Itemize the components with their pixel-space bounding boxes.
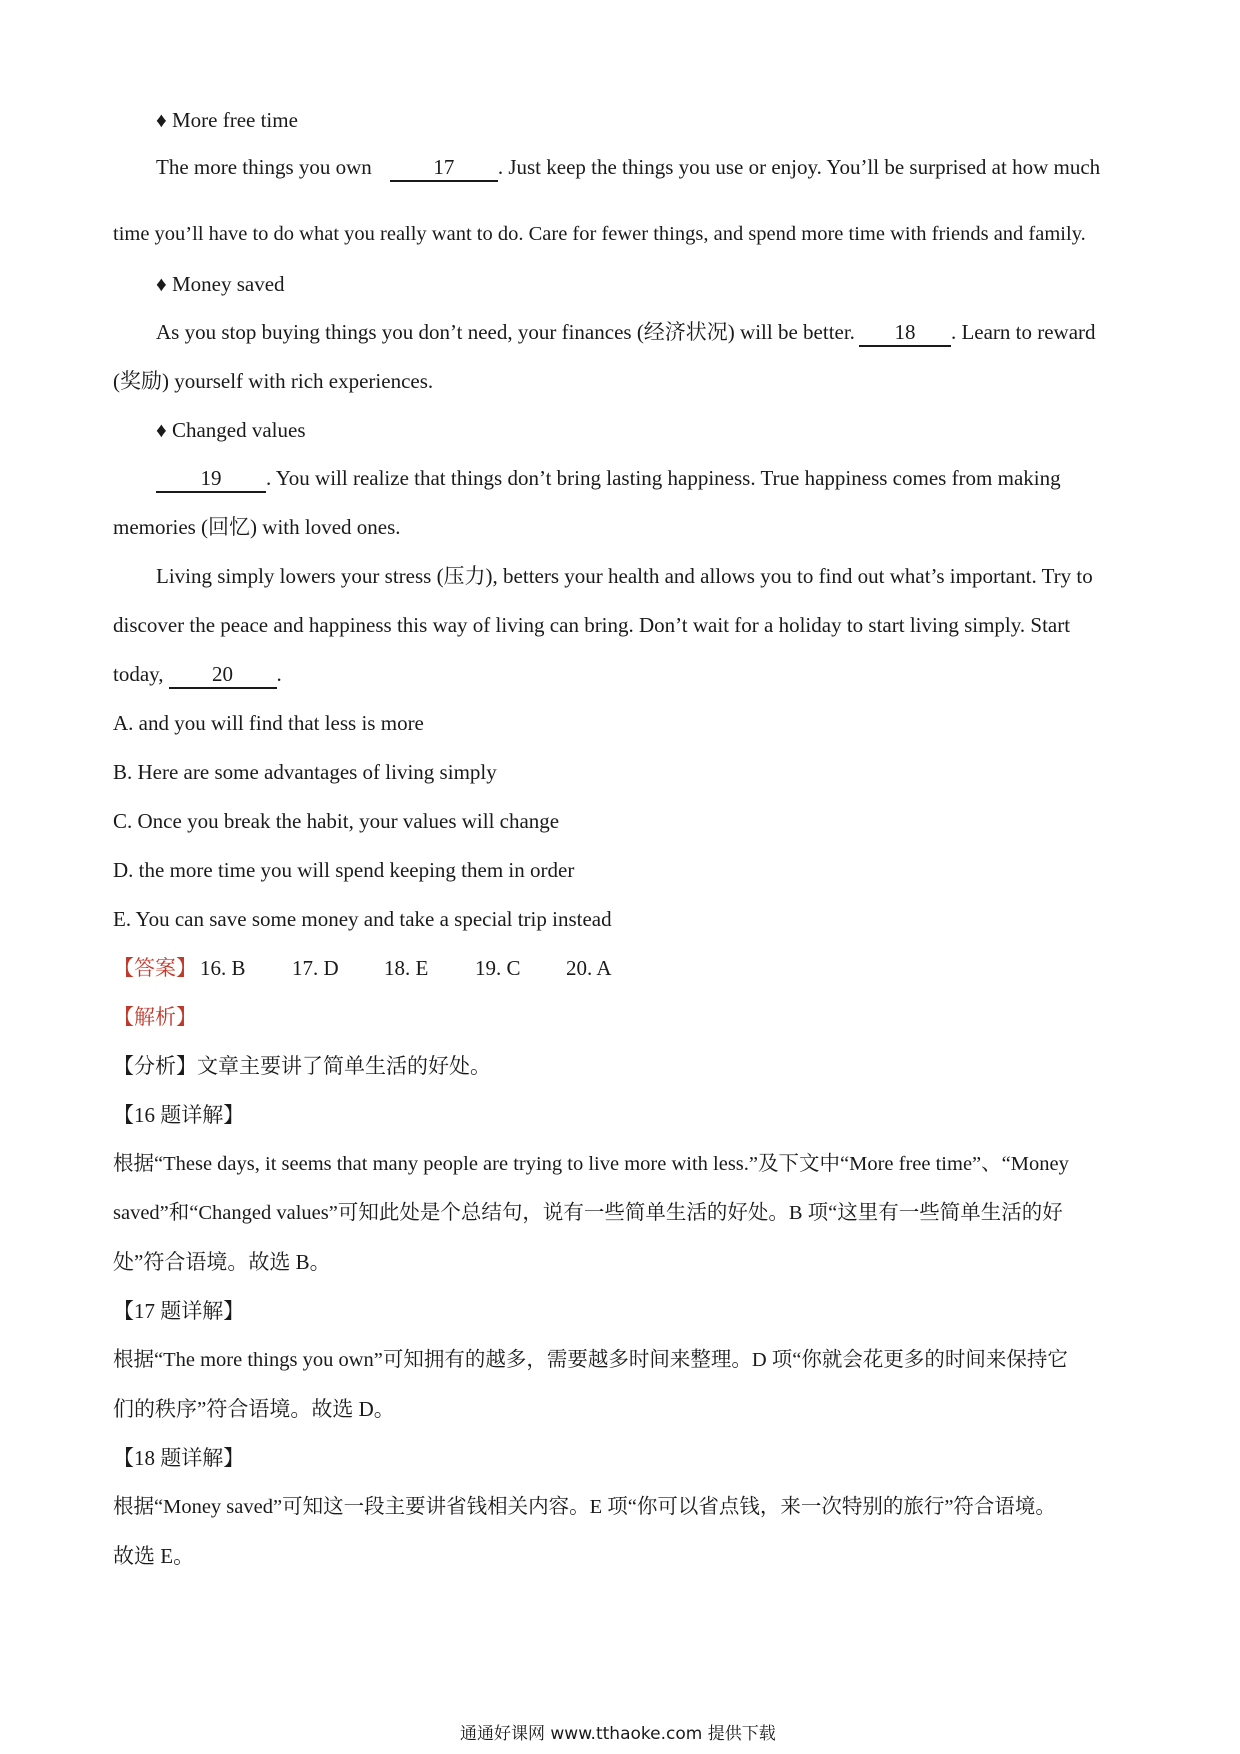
q17-line-2: 们的秩序”符合语境。故选 D。 bbox=[113, 1397, 395, 1421]
blank-19: 19 bbox=[156, 466, 266, 493]
blank-20: 20 bbox=[169, 662, 277, 689]
blank-17: 17 bbox=[390, 155, 498, 182]
heading-changed-values: ♦ Changed values bbox=[156, 418, 306, 442]
heading-money-saved: ♦ Money saved bbox=[156, 272, 285, 296]
closing-line-1: Living simply lowers your stress (压力), betters your health and allows you to find out what’s important. Try to bbox=[156, 564, 1093, 588]
q16-line-1: 根据“These days, it seems that many people are trying to live more with less.”及下文中“More free time”、“Money bbox=[113, 1153, 1069, 1175]
heading-more-free-time: ♦ More free time bbox=[156, 108, 298, 132]
free-time-line-2: time you’ll have to do what you really want to do. Care for fewer things, and spend more time with friends and family. bbox=[113, 223, 1086, 245]
option-d: D. the more time you will spend keeping them in order bbox=[113, 858, 575, 882]
answer-20: 20. A bbox=[566, 956, 612, 980]
analysis-summary: 【分析】文章主要讲了简单生活的好处。 bbox=[113, 1054, 491, 1078]
option-b: B. Here are some advantages of living simply bbox=[113, 760, 497, 784]
money-line-1: As you stop buying things you don’t need, your finances (经济状况) will be better. 18 . Learn to reward bbox=[156, 318, 1096, 347]
q18-line-2: 故选 E。 bbox=[113, 1544, 195, 1568]
q16-line-2: saved”和“Changed values”可知此处是个总结句，说有一些简单生活的好处。B 项“这里有一些简单生活的好 bbox=[113, 1202, 1063, 1224]
money-line-2: (奖励) yourself with rich experiences. bbox=[113, 369, 434, 393]
option-e: E. You can save some money and take a special trip instead bbox=[113, 907, 612, 931]
free-time-line-1: The more things you own 17 . Just keep the things you use or enjoy. You’ll be surprised at how much bbox=[156, 153, 1100, 182]
values-line-2: memories (回忆) with loved ones. bbox=[113, 515, 401, 539]
q16-title: 【16 题详解】 bbox=[113, 1103, 245, 1127]
option-a: A. and you will find that less is more bbox=[113, 711, 424, 735]
answer-row bbox=[113, 954, 197, 982]
blank-18: 18 bbox=[859, 320, 951, 347]
closing-line-3: today, 20 . bbox=[113, 660, 282, 689]
q18-line-1: 根据“Money saved”可知这一段主要讲省钱相关内容。E 项“你可以省点钱，来一次特别的旅行”符合语境。 bbox=[113, 1496, 1056, 1518]
values-line-1: 19 . You will realize that things don’t bring lasting happiness. True happiness comes from making bbox=[156, 464, 1061, 493]
closing-line-2: discover the peace and happiness this way of living can bring. Don’t wait for a holiday to start living simply. Start bbox=[113, 613, 1071, 637]
answer-17: 17. D bbox=[292, 956, 339, 980]
page-footer: 通通好课网 www.tthaoke.com 提供下载 bbox=[460, 1724, 776, 1744]
q16-line-3: 处”符合语境。故选 B。 bbox=[113, 1250, 331, 1274]
option-c: C. Once you break the habit, your values will change bbox=[113, 809, 560, 833]
q17-title: 【17 题详解】 bbox=[113, 1299, 245, 1323]
analysis-label: 【解析】 bbox=[113, 1005, 197, 1029]
q18-title: 【18 题详解】 bbox=[113, 1446, 245, 1470]
answer-18: 18. E bbox=[384, 956, 429, 980]
answer-16: 16. B bbox=[200, 956, 246, 980]
q17-line-1: 根据“The more things you own”可知拥有的越多，需要越多时间来整理。D 项“你就会花更多的时间来保持它 bbox=[113, 1349, 1068, 1371]
answer-label: 【答案】 bbox=[113, 956, 197, 980]
answer-19: 19. C bbox=[475, 956, 521, 980]
